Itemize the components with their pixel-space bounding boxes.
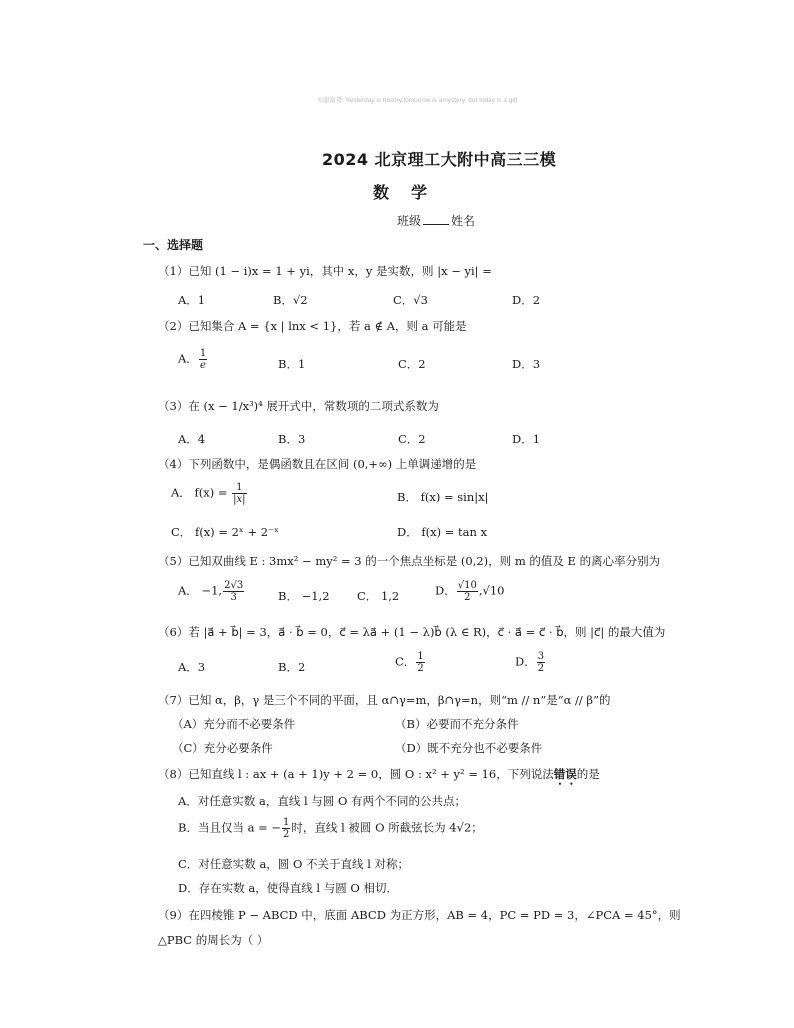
q6-option-a: A．3 (178, 660, 206, 674)
q7-option-c: （C）充分必要条件 (172, 741, 273, 755)
subject-title: 数 学 (373, 183, 428, 202)
q6-option-b: B．2 (278, 660, 306, 674)
q7-option-d: （D）既不充分也不必要条件 (395, 741, 543, 755)
question-9-line-2: △PBC 的周长为（ ） (158, 933, 269, 947)
question-8-stem: （8）已知直线 l : ax + (a + 1)y + 2 = 0，圆 O : x² + y² = 16，下列说法错误的是 (158, 767, 600, 781)
question-1-stem: （1）已知 (1 − i)x = 1 + yi，其中 x，y 是实数，则 |x − yi| = (158, 264, 492, 278)
q1-option-a: A．1 (178, 293, 206, 307)
question-3-stem: （3）在 (x − 1/x³)⁴ 展开式中，常数项的二项式系数为 (158, 399, 439, 413)
q7-option-b: （B）必要而不充分条件 (395, 717, 519, 731)
question-2-stem: （2）已知集合 A = {x | lnx < 1}，若 a ∉ A，则 a 可能是 (158, 319, 467, 333)
name-label: 姓名 (451, 214, 476, 228)
section-heading: 一、选择题 (143, 238, 204, 252)
class-blank (423, 215, 449, 225)
q8-option-c: C．对任意实数 a，圆 O 不关于直线 l 对称； (178, 857, 410, 871)
q5-option-b: B． −1,2 (278, 589, 330, 603)
q5-option-d: D． $\frac{√10}{2}$ ,√10 (435, 580, 505, 603)
q1-option-b: B．√2 (273, 293, 308, 307)
q6-option-c: C． $\frac{1}{2}$ (395, 651, 424, 674)
q3-option-b: B．3 (278, 432, 306, 446)
class-label: 班级 (397, 214, 422, 228)
q8-option-b: B．当且仅当 a = − $\frac{1}{2}$ 时，直线 l 被圆 O 所截弦长为 4√2； (178, 817, 483, 840)
q1-option-d: D．2 (512, 293, 541, 307)
watermark: ©谢谢哥: Yesterday is history,tomorrow is amystery, but today is a gift (318, 97, 518, 104)
q2-option-b: B．1 (278, 357, 306, 371)
q4-option-d: D． f(x) = tan x (397, 525, 488, 539)
q1-option-c: C．√3 (393, 293, 428, 307)
question-7-stem: （7）已知 α，β，γ 是三个不同的平面，且 α∩γ=m，β∩γ=n，则“m // n”是“α // β”的 (158, 693, 611, 707)
q6-d-fraction: $\frac{3}{2}$ (537, 651, 545, 674)
q2-option-c: C．2 (398, 357, 426, 371)
q8-b-fraction: $\frac{1}{2}$ (283, 817, 290, 840)
q3-option-a: A．4 (178, 432, 206, 446)
q4-option-c: C． f(x) = 2ˣ + 2⁻ˣ (171, 525, 280, 539)
q2-option-a: A． $\frac{1}{e}$ (178, 348, 207, 371)
q4-option-a: A． f(x) = $\frac{1}{|x|}$ (171, 482, 246, 505)
q6-option-d: D． $\frac{3}{2}$ (515, 651, 545, 674)
emphasis-wrong: 错误 (553, 767, 577, 781)
q5-option-c: C． 1,2 (357, 589, 400, 603)
question-5-stem: （5）已知双曲线 E : 3mx² − my² = 3 的一个焦点坐标是 (0,2)，则 m 的值及 E 的离心率分别为 (158, 554, 661, 568)
question-6-stem: （6）若 |a⃗ + b⃗| = 3，a⃗ · b⃗ = 0，c⃗ = λa⃗ + (1 − λ)b⃗ (λ ∈ R)，c⃗ · a⃗ = c⃗ · b⃗，则 |c⃗| 的最大值为 (158, 625, 666, 639)
q6-c-fraction: $\frac{1}{2}$ (417, 651, 424, 674)
q2-a-fraction: $\frac{1}{e}$ (199, 348, 207, 371)
q4-option-b: B． f(x) = sin|x| (397, 490, 489, 504)
q4-a-fraction: $\frac{1}{|x|}$ (233, 482, 246, 505)
q3-option-d: D．1 (512, 432, 541, 446)
q5-d-fraction: $\frac{√10}{2}$ (457, 580, 477, 603)
class-name-line (397, 212, 475, 229)
q8-option-a: A．对任意实数 a，直线 l 与圆 O 有两个不同的公共点； (178, 794, 467, 808)
q5-a-fraction: $\frac{2√3}{3}$ (224, 580, 244, 603)
exam-title: 2024 北京理工大附中高三三模 (322, 150, 557, 169)
q3-option-c: C．2 (398, 432, 426, 446)
q7-option-a: （A）充分而不必要条件 (172, 717, 296, 731)
q5-option-a: A． −1, $\frac{2√3}{3}$ (178, 580, 244, 603)
question-4-stem: （4）下列函数中，是偶函数且在区间 (0,+∞) 上单调递增的是 (158, 457, 477, 471)
q2-option-d: D．3 (512, 357, 541, 371)
q8-option-d: D．存在实数 a，使得直线 l 与圆 O 相切． (178, 881, 398, 895)
question-9-line-1: （9）在四棱锥 P − ABCD 中，底面 ABCD 为正方形，AB = 4，PC = PD = 3，∠PCA = 45°，则 (158, 908, 681, 922)
